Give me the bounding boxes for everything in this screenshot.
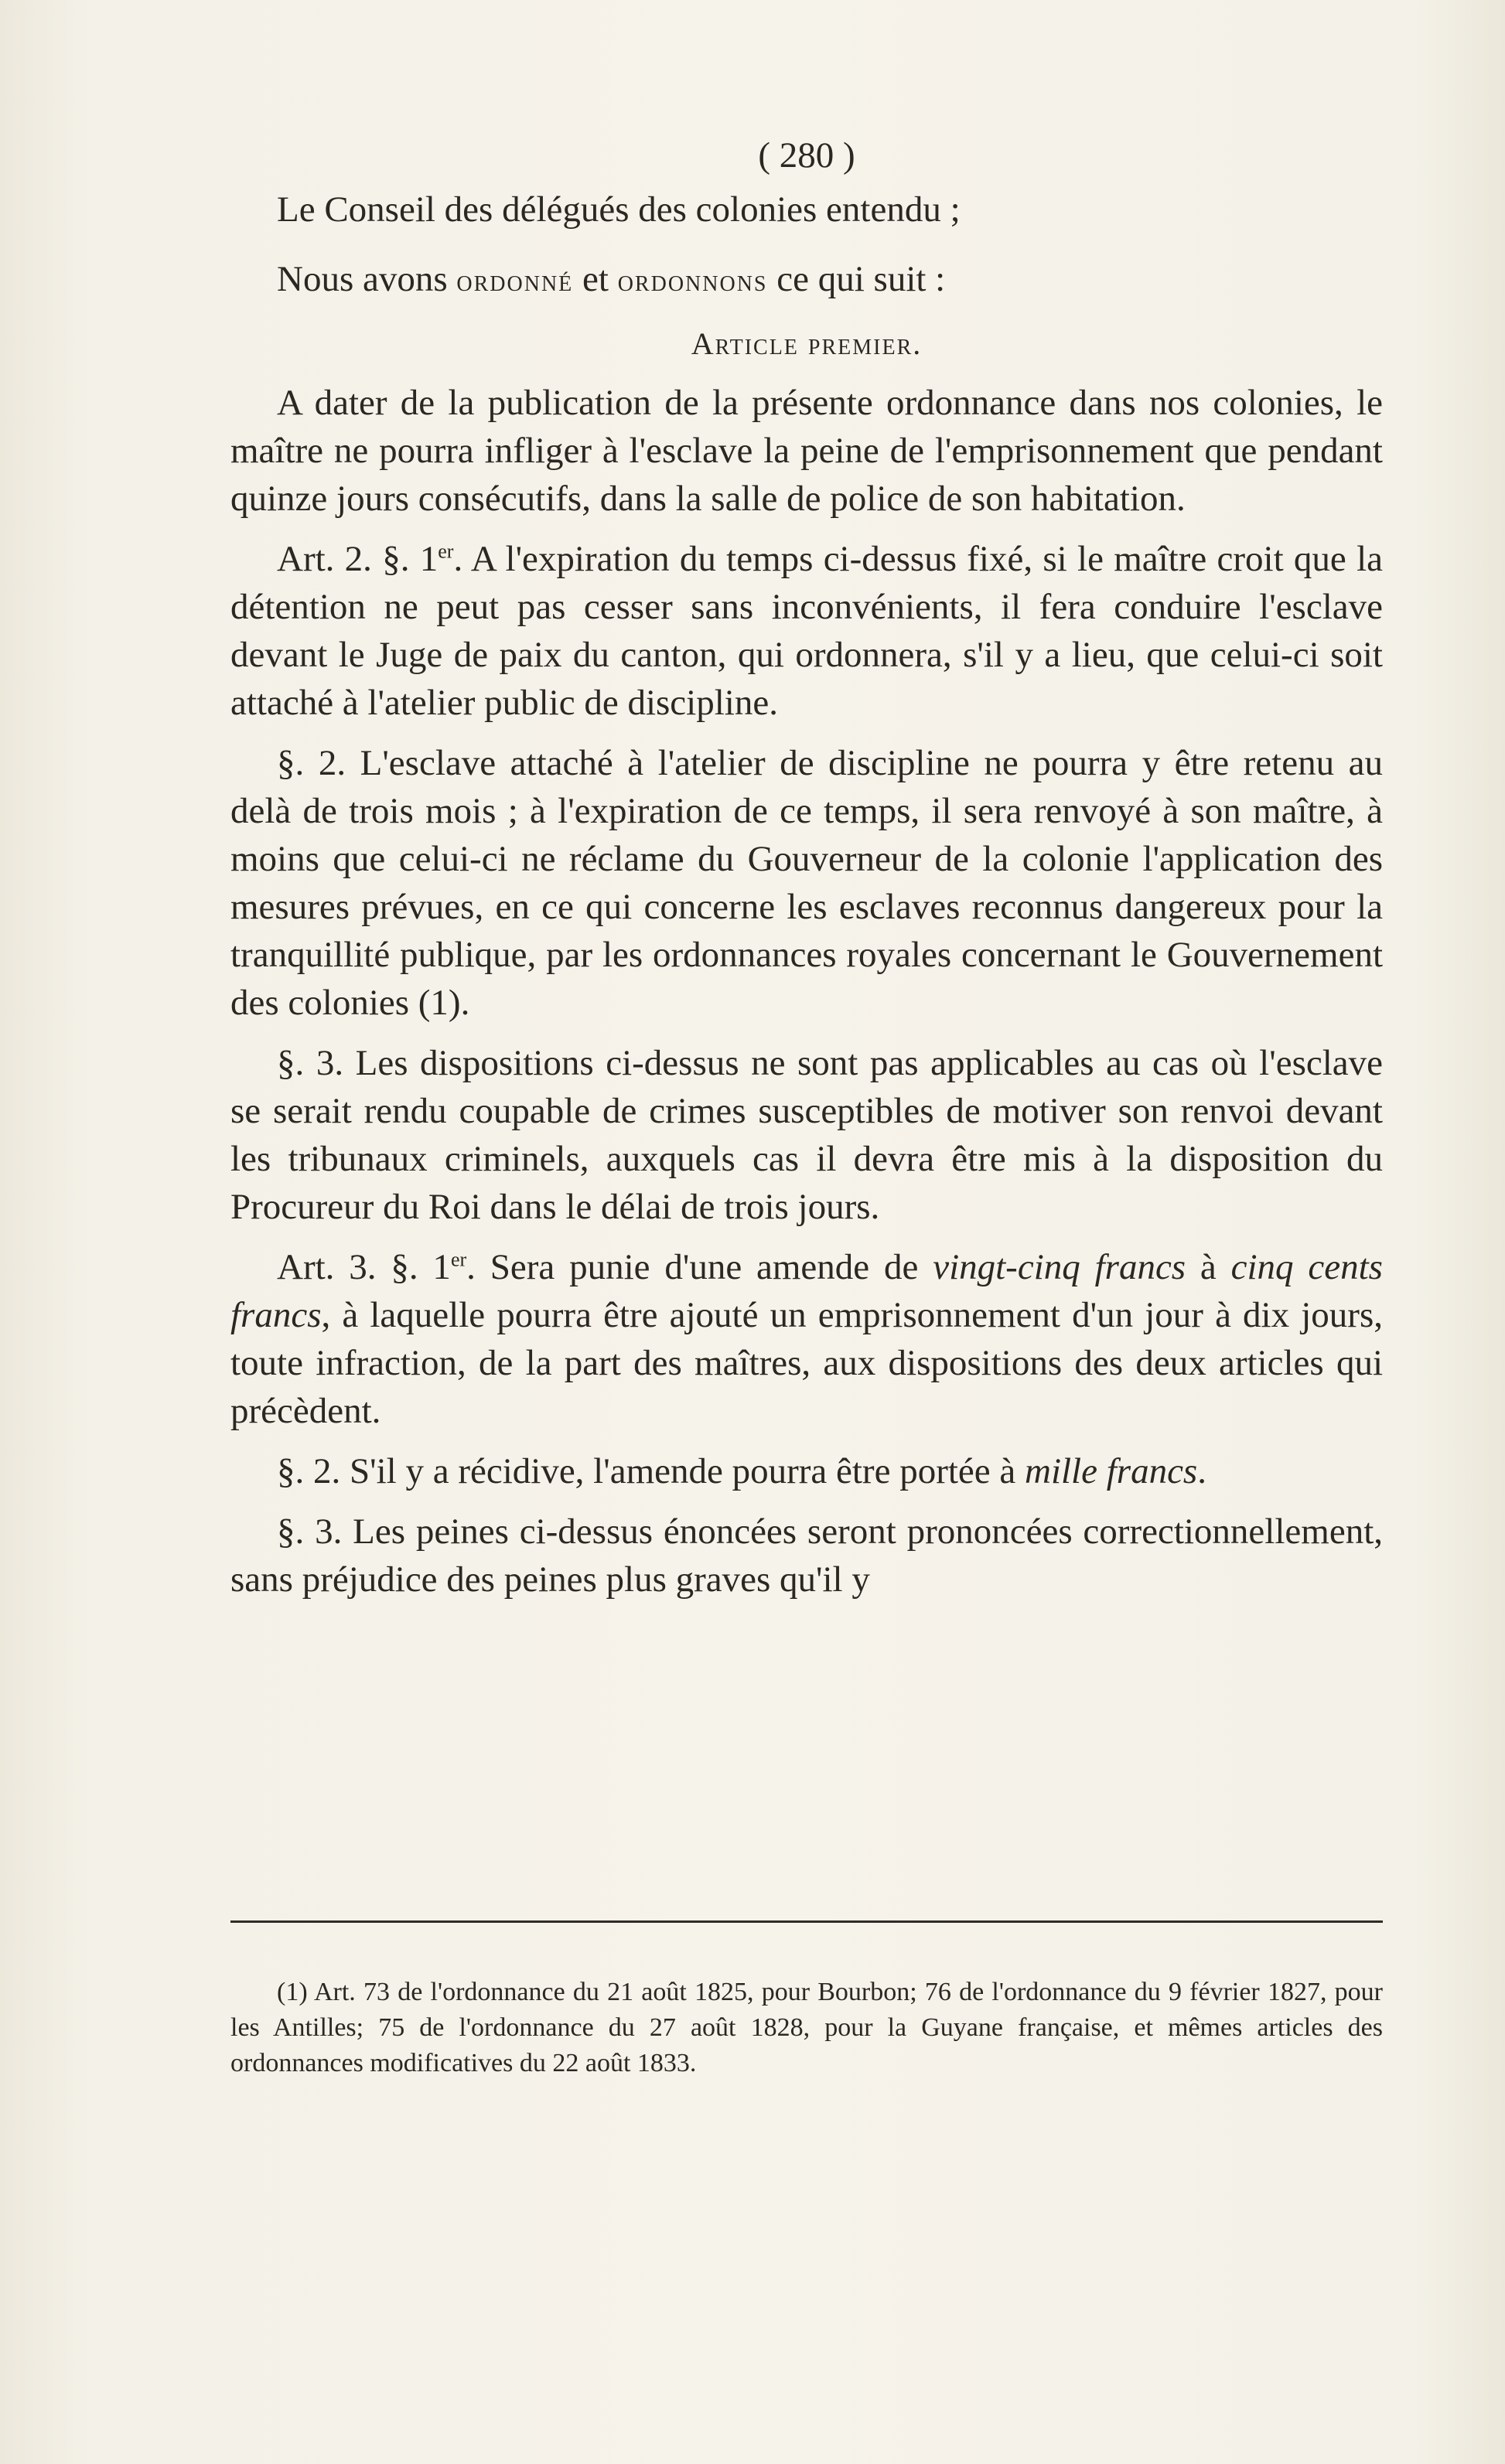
p6-italic: mille francs: [1025, 1451, 1198, 1491]
intro-smallcaps-ordonnons: ordonnons: [617, 263, 768, 298]
intro-text-c: ce qui suit :: [767, 259, 946, 299]
p5-italic-1: vingt-cinq francs: [933, 1247, 1186, 1287]
p2-lead: Art. 2. §. 1: [277, 539, 439, 579]
paragraph-7: §. 3. Les peines ci-dessus énoncées seront prononcées correctionnellement, sans préjudice des peines plus graves qu'il y: [230, 1511, 1383, 1600]
intro-line-council: Le Conseil des délégués des colonies entendu ;: [277, 189, 961, 230]
intro-text-a: Nous avons: [277, 259, 457, 299]
p5-a: . Sera punie d'une amende de: [466, 1247, 933, 1287]
paragraph-6: [230, 1447, 1383, 1495]
paragraph-3: §. 2. L'esclave attaché à l'atelier de discipline ne pourra y être retenu au delà de trois mois ; à l'expiration de ce temps, il sera renvoyé à son maître, à moins que celui-ci ne réclame du Gouverneur de la colonie l'application des mesures prévues, en ce qui concerne les esclaves reconnus dangereux pour la tranquillité publique, par les ordonnances royales concernant le Gouvernement des colonies (1).: [230, 743, 1383, 1023]
intro-smallcaps-ordonne: ordonné: [456, 263, 574, 298]
paragraph-1: A dater de la publication de la présente ordonnance dans nos colonies, le maître ne pourra infliger à l'esclave la peine de l'emprisonnement que pendant quinze jours consécutifs, dans la salle de police de son habitation.: [230, 383, 1383, 519]
footnote-divider: [230, 1920, 1383, 1923]
article-heading: Article premier.: [691, 326, 923, 361]
paragraph-2: [230, 535, 1383, 727]
intro-text-b: et: [573, 259, 618, 299]
p2-body: . A l'expiration du temps ci-dessus fixé, si le maître croit que la détention ne peut pas cesser sans inconvénients, il fera conduire l'esclave devant le Juge de paix du canton, qui ordonnera, s'il y a lieu, que celui-ci soit attaché à l'atelier public de discipline.: [230, 539, 1383, 723]
p5-b: à: [1186, 1247, 1231, 1287]
paragraph-5: [230, 1243, 1383, 1435]
intro-line-ordonnons: [230, 255, 1383, 305]
p2-sup: er: [438, 540, 454, 563]
p5-c: , à laquelle pourra être ajouté un emprisonnement d'un jour à dix jours, toute infraction, de la part des maîtres, aux dispositions des deux articles qui précèdent.: [230, 1295, 1383, 1431]
main-text: [230, 131, 1383, 1616]
p6-b: .: [1197, 1451, 1206, 1491]
footnote: (1) Art. 73 de l'ordonnance du 21 août 1825, pour Bourbon; 76 de l'ordonnance du 9 février 1827, pour les Antilles; 75 de l'ordonnance du 27 août 1828, pour la Guyane française, et mêmes articles des ordonnances modificatives du 22 août 1833.: [230, 1978, 1383, 2077]
p6-a: §. 2. S'il y a récidive, l'amende pourra être portée à: [277, 1451, 1025, 1491]
p5-italic-2: cinq cents francs: [230, 1247, 1383, 1335]
page-number: ( 280 ): [758, 135, 855, 176]
paragraph-4: §. 3. Les dispositions ci-dessus ne sont pas applicables au cas où l'esclave se serait rendu coupable de crimes susceptibles de motiver son renvoi devant les tribunaux criminels, auxquels cas il devra être mis à la disposition du Procureur du Roi dans le délai de trois jours.: [230, 1043, 1383, 1227]
p5-sup: er: [450, 1248, 467, 1271]
p5-lead: Art. 3. §. 1: [277, 1247, 451, 1287]
